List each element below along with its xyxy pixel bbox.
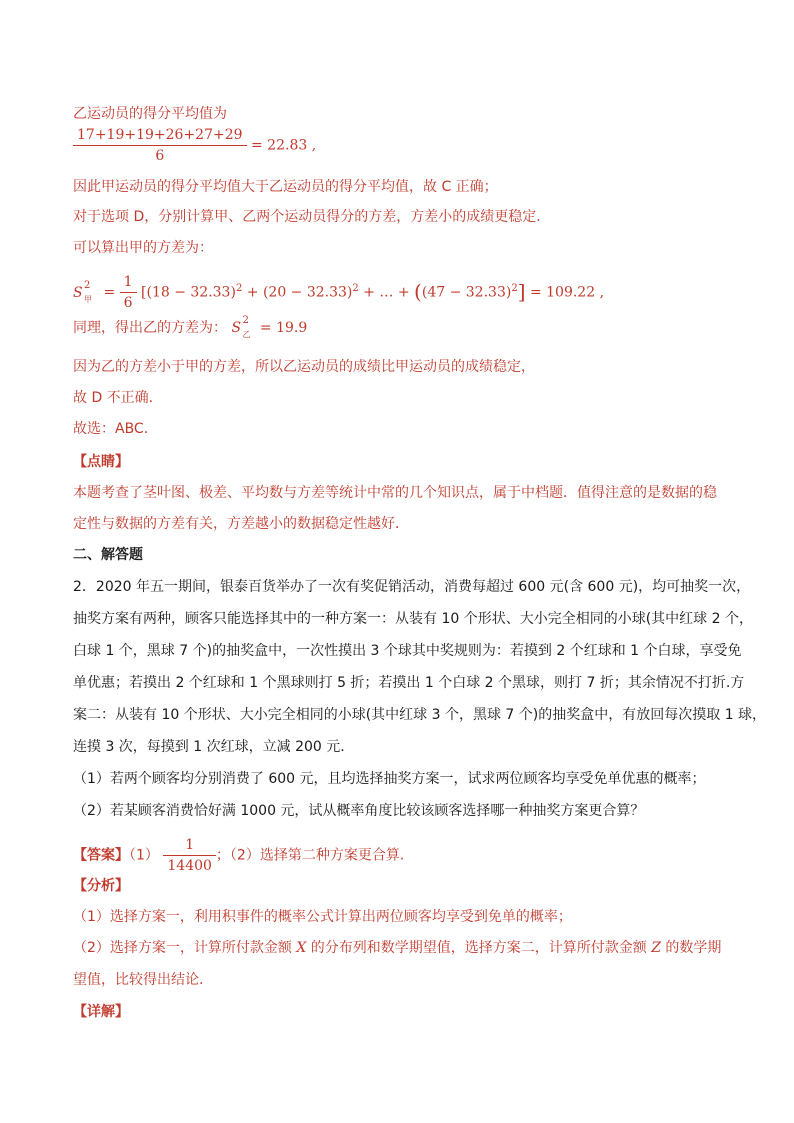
variance-jia-equation: S 2 甲 = $\frac{1}{6}$ [$(18 - 32.33)^2 + (20 - 32.33)^2$ + … + $((47 - 32.33)^2] = 109.22$ , bbox=[73, 274, 605, 311]
analysis-text: （1）选择方案一，利用积事件的概率公式计算出两位顾客均享受到免单的概率； bbox=[73, 909, 572, 925]
text-line: 因此甲运动员的得分平均值大于乙运动员的得分平均值，故 C 正确； bbox=[73, 179, 498, 195]
text-line: 可以算出甲的方差为： bbox=[73, 240, 213, 256]
problem-text: 连摸 3 次，每摸到 1 次红球，立减 200 元. bbox=[73, 739, 345, 755]
variance-yi-line: 同理，得出乙的方差为： S 2 乙 = 19.9 bbox=[73, 315, 308, 339]
text-line: 故选：ABC. bbox=[73, 421, 149, 437]
answer-fraction: $\frac{1}{14400}$ bbox=[163, 836, 216, 875]
text-line: 乙运动员的得分平均值为 bbox=[73, 106, 227, 122]
text-line: 故 D 不正确. bbox=[73, 390, 154, 406]
mean-numerator: 17+19+19+26+27+29 bbox=[73, 126, 247, 146]
answer-label: 【答案】 bbox=[73, 847, 129, 864]
var-z: Z bbox=[651, 940, 661, 956]
text-line: 定性与数据的方差有关，方差越小的数据稳定性越好． bbox=[73, 516, 409, 532]
analysis-label: 【分析】 bbox=[73, 878, 129, 894]
variance-symbol: S 2 甲 bbox=[73, 279, 92, 304]
mean-fraction bbox=[73, 126, 247, 165]
var-x: X bbox=[296, 940, 307, 956]
text-line: 本题考查了茎叶图、极差、平均数与方差等统计中常的几个知识点，属于中档题．值得注意的是数据的稳 bbox=[73, 485, 717, 501]
answer-line: 【答案】（1） $\frac{1}{14400}$ ；（2）选择第二种方案更合算. bbox=[73, 837, 405, 874]
analysis-text: （2）选择方案一，计算所付款金额 X 的分布列和数学期望值，选择方案二，计算所付款金额 Z 的数学期 bbox=[73, 940, 722, 956]
detail-label: 【详解】 bbox=[73, 1004, 129, 1020]
text-line: 对于选项 D，分别计算甲、乙两个运动员得分的方差，方差小的成绩更稳定. bbox=[73, 209, 541, 225]
variance-fraction: $\frac{1}{6}$ bbox=[120, 273, 137, 312]
mean-denominator: 6 bbox=[155, 148, 165, 164]
analysis-text: 望值，比较得出结论. bbox=[73, 972, 204, 988]
mean-result: = 22.83 , bbox=[251, 137, 317, 154]
variance-symbol: S 2 乙 bbox=[231, 315, 251, 339]
problem-text: 案二：从装有 10 个形状、大小完全相同的小球(其中红球 3 个，黑球 7 个)的抽奖盒中，有放回每次摸取 1 球， bbox=[73, 707, 767, 723]
problem-text: 2．2020 年五一期间，银泰百货举办了一次有奖促销活动，消费每超过 600 元(含 600 元)，均可抽奖一次， bbox=[73, 579, 751, 595]
dianjing-label: 【点睛】 bbox=[73, 454, 129, 470]
text-line: 因为乙的方差小于甲的方差，所以乙运动员的成绩比甲运动员的成绩稳定， bbox=[73, 359, 535, 375]
problem-text: 单优惠；若摸出 2 个红球和 1 个黑球则打 5 折；若摸出 1 个白球 2 个黑球，则打 7 折；其余情况不打折.方 bbox=[73, 675, 745, 691]
problem-text: 抽奖方案有两种，顾客只能选择其中的一种方案一：从装有 10 个形状、大小完全相同的小球(其中红球 2 个， bbox=[73, 611, 753, 627]
question-1: （1）若两个顾客均分别消费了 600 元，且均选择抽奖方案一，试求两位顾客均享受免单优惠的概率； bbox=[73, 771, 706, 787]
mean-equation bbox=[73, 126, 316, 165]
problem-text: 白球 1 个，黑球 7 个)的抽奖盒中，一次性摸出 3 个球其中奖规则为：若摸到 2 个红球和 1 个白球，享受免 bbox=[73, 643, 742, 659]
question-2: （2）若某顾客消费恰好满 1000 元，试从概率角度比较该顾客选择哪一种抽奖方案更合算？ bbox=[73, 803, 645, 819]
section-heading: 二、解答题 bbox=[73, 547, 143, 563]
